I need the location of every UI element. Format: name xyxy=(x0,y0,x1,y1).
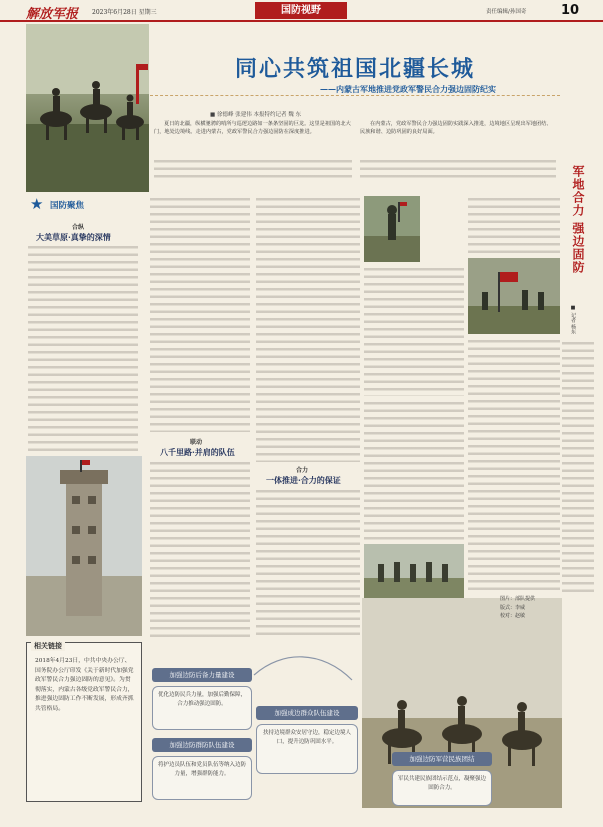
photo-patrol-group xyxy=(364,544,464,602)
diagram-node-title: 加强边防群防队伍建设 xyxy=(152,738,252,752)
main-subtitle: ——内蒙古军地推进党政军警民合力强边固防纪实 xyxy=(320,84,496,94)
column-label xyxy=(26,195,146,213)
related-text: 2018年4月23日，中共中央办公厅、国务院办公厅印发《关于新时代加强党政军警民合力强边固防的意见》。为贯彻落实，内蒙古各级党政军警民合力，推进强边固防工作不断发展，形成齐抓共管格局。 xyxy=(35,658,134,712)
side-title: 军地合力 强边固防 xyxy=(571,165,585,275)
main-title: 同心共筑祖国北疆长城 xyxy=(234,56,475,82)
byline: ■ 徐德峰 张建伟 本报特约记者 魏 东 xyxy=(210,112,301,118)
photo-soldier-at-post xyxy=(364,196,420,262)
horse-riders-illustration xyxy=(26,24,149,192)
body-text-block xyxy=(468,196,560,256)
section-tag: 合力 xyxy=(296,467,309,474)
diagram-connector xyxy=(252,640,362,700)
column-label-text: 国防聚焦 xyxy=(50,201,85,211)
related-link-box xyxy=(26,642,142,802)
section-tag: 联动 xyxy=(190,439,203,446)
issue-date: 2023年6月28日 星期三 xyxy=(92,9,157,16)
editor-credit: 责任编辑/孙国奇 xyxy=(486,9,527,15)
page-number: 10 xyxy=(561,3,580,18)
related-label: 相关链接 xyxy=(31,641,65,651)
body-text-block xyxy=(256,196,360,462)
masthead: 解放军报 xyxy=(26,7,79,22)
section-heading: 八千里路·并肩的队伍 xyxy=(160,447,235,457)
credit-line: 校对：赵敏 xyxy=(500,613,526,619)
body-text-block xyxy=(364,266,464,396)
diagram-node-title: 加强边防后备力量建设 xyxy=(152,668,252,682)
body-text-block xyxy=(150,460,250,638)
intro-paragraph-right xyxy=(360,120,556,154)
body-text-block xyxy=(360,158,556,182)
diagram-node-text: 军民共建民族团结示范点，凝聚强边固防合力。 xyxy=(392,770,492,806)
photo-flag-ceremony xyxy=(468,258,560,334)
intro-text-right: 在内蒙古，党政军警民合力强边固防实践深入推进，边境地区呈现出军地团结、民族和谐、边防巩固的良好局面。 xyxy=(360,121,552,135)
section-title: 国防视野 xyxy=(255,2,347,19)
body-text-block xyxy=(154,158,352,182)
body-text-block xyxy=(468,338,560,593)
body-text-block xyxy=(256,488,360,638)
body-text-block xyxy=(28,244,138,454)
diagram-node-text: 扶持边境群众安居守边，稳定边境人口，提升边防巩固水平。 xyxy=(256,724,358,774)
body-text-block xyxy=(150,196,250,432)
headline-banner xyxy=(150,52,560,94)
intro-paragraph-left xyxy=(154,120,352,154)
photo-watchtower xyxy=(26,456,142,636)
section-tag: 合纵 xyxy=(72,224,85,231)
watchtower-illustration xyxy=(26,456,142,636)
diagram-node-title: 加强边防军营民族团结 xyxy=(392,752,492,766)
section-heading: 一体推进·合力的保证 xyxy=(266,475,341,485)
star-icon: ★ xyxy=(30,195,44,213)
credits xyxy=(500,595,535,621)
diagram-node-text: 优化边防民兵力量，加强后勤保障，合力推动强边固防。 xyxy=(152,686,252,730)
page-header xyxy=(0,0,603,22)
diagram-node-title: 加强成边群众队伍建设 xyxy=(256,706,358,720)
body-text-block xyxy=(562,340,594,595)
body-text-block xyxy=(364,400,464,540)
divider xyxy=(150,95,560,96)
side-author: ■ 记者 杨东 xyxy=(570,305,576,335)
credit-line: 图片：部队提供 xyxy=(500,596,536,602)
credit-line: 版式：李威 xyxy=(500,604,526,611)
intro-text-left: 夏日的北疆，纵横驰骋的哨所与巡逻边路如一条条坚固的巨龙。这里是祖国的北大门，地处边境线。走进内蒙古，党政军警民合力强边固防在深度推进。 xyxy=(154,121,351,135)
diagram-node-text: 将护边员队伍和党员队伍等纳入边防力量，增强群防能力。 xyxy=(152,756,252,800)
section-heading: 大美草原·真挚的深情 xyxy=(36,232,111,242)
hero-photo-border-patrol xyxy=(26,24,149,192)
